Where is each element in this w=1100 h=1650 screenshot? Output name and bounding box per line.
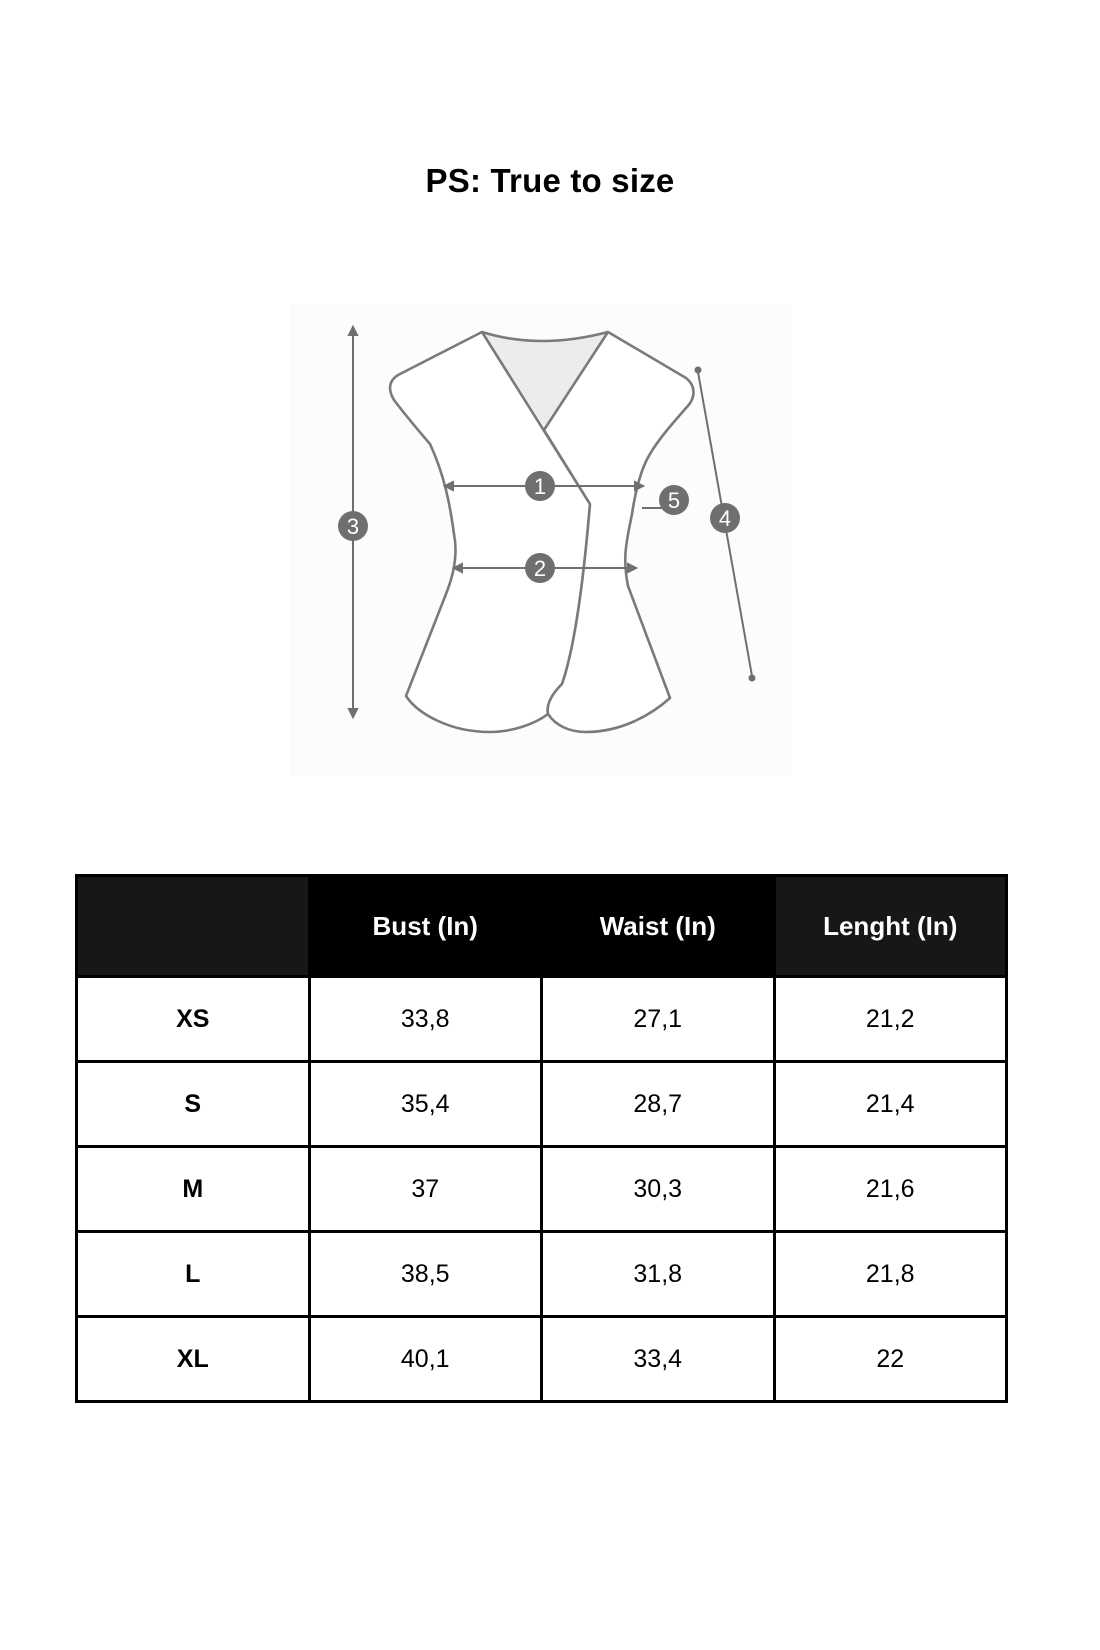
- table-row: [77, 1062, 1007, 1147]
- marker-5: [659, 485, 689, 515]
- length-cell: 22: [774, 1317, 1007, 1402]
- header-bust: Bust (In): [309, 876, 542, 977]
- marker-3: [338, 511, 368, 541]
- table-row: [77, 1232, 1007, 1317]
- bust-cell: 37: [309, 1147, 542, 1232]
- garment-diagram: [290, 304, 792, 776]
- table-header-row: [77, 876, 1007, 977]
- size-cell: M: [77, 1147, 310, 1232]
- length-cell: 21,4: [774, 1062, 1007, 1147]
- waist-cell: 27,1: [542, 977, 775, 1062]
- marker-4-label: 4: [718, 506, 732, 531]
- size-chart-table: [75, 874, 1008, 1403]
- bust-cell: 35,4: [309, 1062, 542, 1147]
- page-title: PS: True to size: [425, 162, 675, 199]
- length-cell: 21,2: [774, 977, 1007, 1062]
- header-length: Lenght (In): [774, 876, 1007, 977]
- header-waist: Waist (In): [542, 876, 775, 977]
- length-cell: 21,6: [774, 1147, 1007, 1232]
- bust-cell: 33,8: [309, 977, 542, 1062]
- waist-cell: 30,3: [542, 1147, 775, 1232]
- waist-cell: 33,4: [542, 1317, 775, 1402]
- waist-cell: 31,8: [542, 1232, 775, 1317]
- marker-1: [525, 471, 555, 501]
- size-cell: L: [77, 1232, 310, 1317]
- size-cell: XS: [77, 977, 310, 1062]
- marker-5-label: 5: [667, 488, 681, 513]
- marker-1-label: 1: [533, 474, 547, 499]
- marker-2-label: 2: [533, 556, 547, 581]
- marker-3-label: 3: [346, 514, 360, 539]
- table-row: [77, 977, 1007, 1062]
- header-size: [77, 876, 310, 977]
- marker-2: [525, 553, 555, 583]
- size-cell: XL: [77, 1317, 310, 1402]
- bust-cell: 38,5: [309, 1232, 542, 1317]
- vest-illustration: [290, 304, 792, 776]
- table-row: [77, 1147, 1007, 1232]
- size-cell: S: [77, 1062, 310, 1147]
- marker-4: [710, 503, 740, 533]
- bust-cell: 40,1: [309, 1317, 542, 1402]
- length-cell: 21,8: [774, 1232, 1007, 1317]
- table-row: [77, 1317, 1007, 1402]
- waist-cell: 28,7: [542, 1062, 775, 1147]
